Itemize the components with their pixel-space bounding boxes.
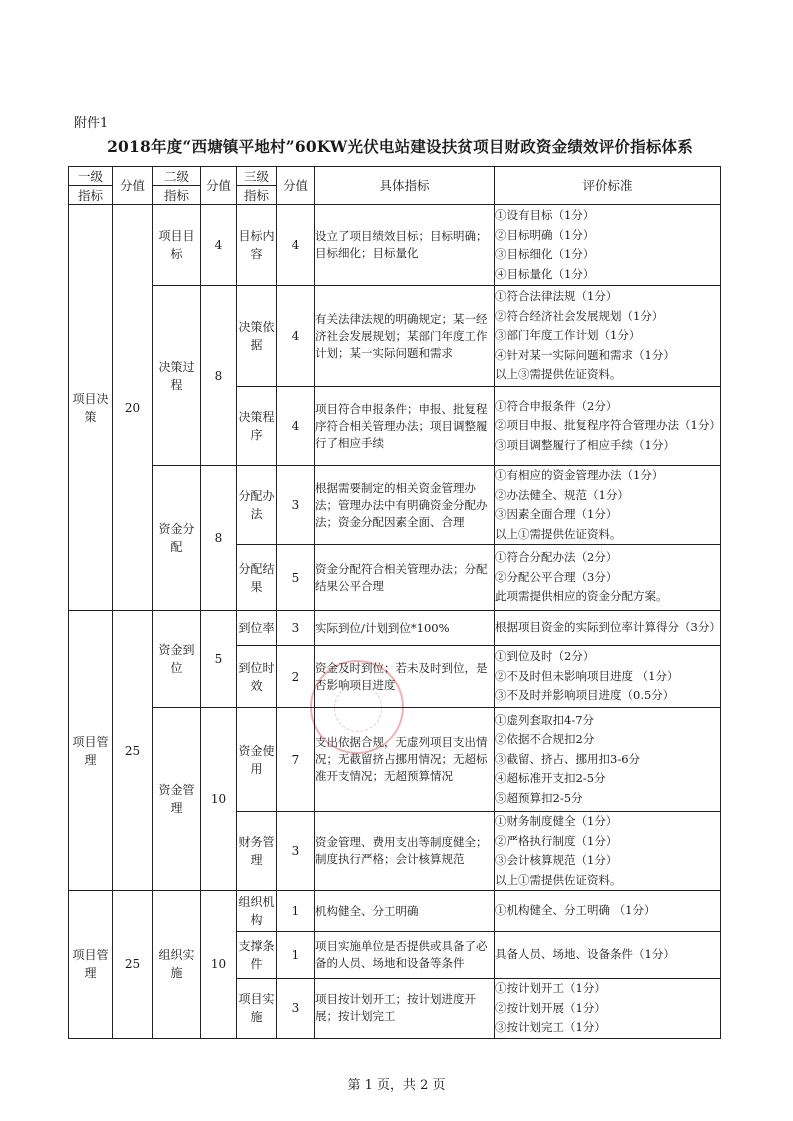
indicator-table bbox=[68, 166, 721, 1039]
criteria-line: ②目标明确（1分） bbox=[495, 227, 595, 242]
level3-score: 2 bbox=[277, 646, 315, 708]
evaluation-criteria bbox=[495, 545, 721, 611]
level3-indicator: 决策程序 bbox=[237, 387, 277, 466]
level2-indicator: 决策过程 bbox=[153, 286, 201, 466]
specific-indicator: 支出依据合规，无虚列项目支出情况；无截留挤占挪用情况；无超标准开支情况；无超预算情况 bbox=[315, 708, 495, 812]
table-row bbox=[69, 286, 721, 387]
criteria-line: ③项目调整履行了相应手续（1分） bbox=[495, 437, 675, 452]
level3-indicator: 财务管理 bbox=[237, 812, 277, 891]
criteria-line: 以上①需提供佐证资料。 bbox=[495, 526, 622, 541]
evaluation-criteria bbox=[495, 891, 721, 932]
level3-score: 3 bbox=[277, 812, 315, 891]
level3-score: 3 bbox=[277, 466, 315, 545]
level3-indicator: 资金使用 bbox=[237, 708, 277, 812]
header-level3-top: 三级 bbox=[237, 167, 277, 186]
header-row-top bbox=[69, 167, 721, 186]
level2-score: 5 bbox=[201, 611, 237, 708]
criteria-line: ②按计划开展（1分） bbox=[495, 1000, 606, 1015]
criteria-line: ③按计划完工（1分） bbox=[495, 1020, 606, 1034]
evaluation-criteria bbox=[495, 932, 721, 979]
level3-score: 4 bbox=[277, 387, 315, 466]
level2-score: 10 bbox=[201, 708, 237, 891]
level3-score: 3 bbox=[277, 979, 315, 1039]
criteria-line: ②不及时但未影响项目进度 （1分） bbox=[495, 668, 679, 683]
level1-score: 20 bbox=[113, 205, 153, 611]
table-row bbox=[69, 891, 721, 932]
criteria-line: ①按计划开工（1分） bbox=[495, 981, 606, 995]
attachment-label: 附件1 bbox=[74, 116, 109, 131]
criteria-line: ③因素全面合理（1分） bbox=[495, 507, 618, 521]
criteria-line: ④针对某一实际问题和需求（1分） bbox=[495, 347, 675, 362]
level2-indicator: 资金到位 bbox=[153, 611, 201, 708]
level3-indicator: 到位率 bbox=[237, 611, 277, 646]
header-level3-bottom: 指标 bbox=[237, 186, 277, 205]
level3-indicator: 分配结果 bbox=[237, 545, 277, 611]
evaluation-criteria bbox=[495, 387, 721, 466]
header-level2-bottom: 指标 bbox=[153, 186, 201, 205]
criteria-line: 以上①需提供佐证资料。 bbox=[495, 872, 622, 887]
criteria-line: ②办法健全、规范（1分） bbox=[495, 487, 629, 502]
evaluation-criteria bbox=[495, 466, 721, 545]
level2-indicator: 资金分配 bbox=[153, 466, 201, 611]
criteria-line: 根据项目资金的实际到位率计算得分（3分） bbox=[495, 620, 721, 635]
criteria-line: 具备人员、场地、设备条件（1分） bbox=[495, 947, 675, 962]
level2-score: 4 bbox=[201, 205, 237, 286]
header-level1-bottom: 指标 bbox=[69, 186, 113, 205]
level3-score: 7 bbox=[277, 708, 315, 812]
criteria-line: ③截留、挤占、挪用扣3-6分 bbox=[495, 751, 641, 766]
level2-indicator: 资金管理 bbox=[153, 708, 201, 891]
level3-indicator: 分配办法 bbox=[237, 466, 277, 545]
header-score1: 分值 bbox=[113, 167, 153, 205]
level1-indicator: 项目管理 bbox=[69, 611, 113, 891]
criteria-line: ①符合分配办法（2分） bbox=[495, 550, 618, 565]
criteria-line: ①到位及时（2分） bbox=[495, 649, 595, 664]
level2-score: 8 bbox=[201, 286, 237, 466]
specific-indicator: 资金管理、费用支出等制度健全；制度执行严格；会计核算规范 bbox=[315, 812, 495, 891]
header-level1-top: 一级 bbox=[69, 167, 113, 186]
level2-score: 8 bbox=[201, 466, 237, 611]
header-specific: 具体指标 bbox=[315, 167, 495, 205]
level3-score: 3 bbox=[277, 611, 315, 646]
table-row bbox=[69, 205, 721, 286]
header-level2-top: 二级 bbox=[153, 167, 201, 186]
specific-indicator: 项目实施单位是否提供或具备了必备的人员、场地和设备等条件 bbox=[315, 932, 495, 979]
specific-indicator: 资金及时到位；若未及时到位，是否影响项目进度 bbox=[315, 646, 495, 708]
level3-indicator: 目标内容 bbox=[237, 205, 277, 286]
specific-indicator: 有关法律法规的明确规定；某一经济社会发展规划；某部门年度工作计划；某一实际问题和需求 bbox=[315, 286, 495, 387]
criteria-line: ②符合经济社会发展规划（1分） bbox=[495, 308, 664, 323]
level2-indicator: 项目目标 bbox=[153, 205, 201, 286]
criteria-line: ⑤超预算扣2-5分 bbox=[495, 790, 583, 805]
specific-indicator: 项目符合申报条件；申报、批复程序符合相关管理办法；项目调整履行了相应手续 bbox=[315, 387, 495, 466]
criteria-line: ③目标细化（1分） bbox=[495, 247, 595, 261]
level3-indicator: 到位时效 bbox=[237, 646, 277, 708]
table-row bbox=[69, 708, 721, 812]
level2-indicator: 组织实施 bbox=[153, 891, 201, 1039]
evaluation-criteria bbox=[495, 205, 721, 286]
criteria-line: ①符合法律法规（1分） bbox=[495, 289, 618, 304]
header-score2: 分值 bbox=[201, 167, 237, 205]
evaluation-criteria bbox=[495, 812, 721, 891]
criteria-line: ①有相应的资金管理办法（1分） bbox=[495, 468, 664, 482]
level3-indicator: 项目实施 bbox=[237, 979, 277, 1039]
criteria-line: ②依据不合规扣2分 bbox=[495, 732, 595, 747]
specific-indicator: 资金分配符合相关管理办法；分配结果公平合理 bbox=[315, 545, 495, 611]
criteria-line: ④目标量化（1分） bbox=[495, 266, 595, 281]
criteria-line: ③会计核算规范（1分） bbox=[495, 853, 618, 867]
criteria-line: ②项目申报、批复程序符合管理办法（1分） bbox=[495, 418, 721, 433]
criteria-line: 以上③需提供佐证资料。 bbox=[495, 367, 622, 382]
evaluation-criteria bbox=[495, 708, 721, 812]
document-title: 2018年度“西塘镇平地村”60KW光伏电站建设扶贫项目财政资金绩效评价指标体系 bbox=[107, 137, 693, 156]
level3-indicator: 决策依据 bbox=[237, 286, 277, 387]
level1-score: 25 bbox=[113, 891, 153, 1039]
criteria-line: ③不及时并影响项目进度（0.5分） bbox=[495, 688, 675, 703]
criteria-line: ①机构健全、分工明确 （1分） bbox=[495, 903, 656, 918]
criteria-line: ①设有目标（1分） bbox=[495, 208, 595, 222]
level1-indicator: 项目管理 bbox=[69, 891, 113, 1039]
level3-indicator: 组织机构 bbox=[237, 891, 277, 932]
criteria-line: ③部门年度工作计划（1分） bbox=[495, 328, 641, 343]
evaluation-criteria bbox=[495, 611, 721, 646]
specific-indicator: 设立了项目绩效目标；目标明确；目标细化；目标量化 bbox=[315, 205, 495, 286]
level2-score: 10 bbox=[201, 891, 237, 1039]
page-footer: 第 1 页，共 2 页 bbox=[347, 1078, 446, 1093]
level3-indicator: 支撑条件 bbox=[237, 932, 277, 979]
level3-score: 4 bbox=[277, 205, 315, 286]
table-row bbox=[69, 611, 721, 646]
header-criteria: 评价标准 bbox=[495, 167, 721, 205]
criteria-line: ②分配公平合理（3分） bbox=[495, 569, 618, 584]
evaluation-criteria bbox=[495, 979, 721, 1039]
level1-indicator: 项目决策 bbox=[69, 205, 113, 611]
level3-score: 5 bbox=[277, 545, 315, 611]
specific-indicator: 机构健全、分工明确 bbox=[315, 891, 495, 932]
header-score3: 分值 bbox=[277, 167, 315, 205]
evaluation-criteria bbox=[495, 646, 721, 708]
criteria-line: ①虚列套取扣4-7分 bbox=[495, 712, 595, 727]
criteria-line: ②严格执行制度（1分） bbox=[495, 833, 618, 848]
level3-score: 4 bbox=[277, 286, 315, 387]
criteria-line: ①财务制度健全（1分） bbox=[495, 814, 618, 828]
criteria-line: 此项需提供相应的资金分配方案。 bbox=[495, 589, 668, 604]
level3-score: 1 bbox=[277, 932, 315, 979]
table-row bbox=[69, 466, 721, 545]
level3-score: 1 bbox=[277, 891, 315, 932]
criteria-line: ④超标准开支扣2-5分 bbox=[495, 771, 606, 786]
level1-score: 25 bbox=[113, 611, 153, 891]
specific-indicator: 根据需要制定的相关资金管理办法；管理办法中有明确资金分配办法；资金分配因素全面、合理 bbox=[315, 466, 495, 545]
specific-indicator: 项目按计划开工；按计划进度开展；按计划完工 bbox=[315, 979, 495, 1039]
criteria-line: ①符合申报条件（2分） bbox=[495, 398, 618, 413]
specific-indicator: 实际到位/计划到位*100% bbox=[315, 611, 495, 646]
evaluation-criteria bbox=[495, 286, 721, 387]
